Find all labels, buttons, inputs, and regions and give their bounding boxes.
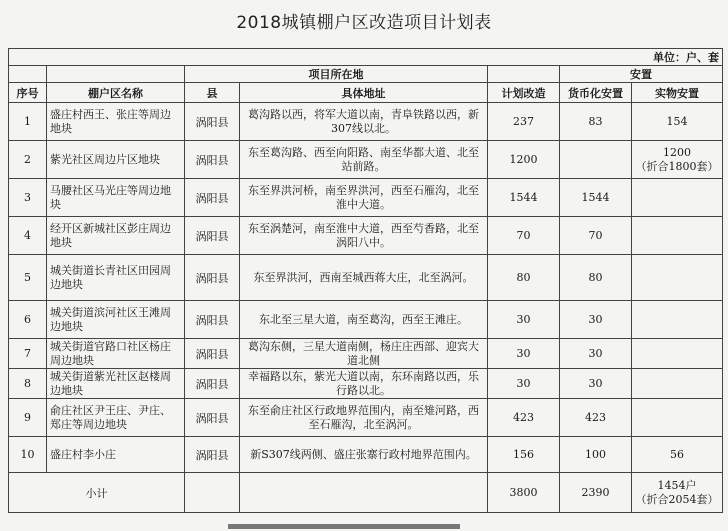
row-monetary: 80 xyxy=(560,255,632,301)
row-county: 涡阳县 xyxy=(185,103,240,141)
table-row xyxy=(9,255,723,301)
blank-cell xyxy=(488,66,560,83)
row-county: 涡阳县 xyxy=(185,399,240,437)
row-address: 东至界洪河，西南至城西蒋大庄，北至涡河。 xyxy=(240,255,488,301)
row-seq: 3 xyxy=(9,179,47,217)
row-address: 新S307线两侧、盛庄张寨行政村地界范围内。 xyxy=(240,437,488,473)
row-seq: 7 xyxy=(9,339,47,369)
blank-cell xyxy=(240,473,488,513)
row-area-name: 盛庄村李小庄 xyxy=(47,437,185,473)
row-address: 东至涡楚河，南至淮中大道，西至芍香路，北至涡阳八中。 xyxy=(240,217,488,255)
row-county: 涡阳县 xyxy=(185,141,240,179)
row-seq: 9 xyxy=(9,399,47,437)
row-area-name: 经开区新城社区彭庄周边地块 xyxy=(47,217,185,255)
table-row xyxy=(9,141,723,179)
area-name-header: 棚户区名称 xyxy=(47,83,185,103)
row-county: 涡阳县 xyxy=(185,369,240,399)
row-physical xyxy=(632,179,723,217)
monetary-header: 货币化安置 xyxy=(560,83,632,103)
row-address: 葛沟路以西，将军大道以南，青阜铁路以西，新307线以北。 xyxy=(240,103,488,141)
row-county: 涡阳县 xyxy=(185,437,240,473)
row-area-name: 城关街道长青社区田园周边地块 xyxy=(47,255,185,301)
row-physical: 56 xyxy=(632,437,723,473)
row-area-name: 紫光社区周边片区地块 xyxy=(47,141,185,179)
row-seq: 5 xyxy=(9,255,47,301)
blank-cell xyxy=(9,66,47,83)
row-county: 涡阳县 xyxy=(185,255,240,301)
row-address: 幸福路以东，紫光大道以南，东环南路以西，乐行路以北。 xyxy=(240,369,488,399)
row-address: 东北至三星大道，南至葛沟，西至王滩庄。 xyxy=(240,301,488,339)
row-plan: 30 xyxy=(488,339,560,369)
table-row xyxy=(9,437,723,473)
row-physical: 154 xyxy=(632,103,723,141)
location-group-header: 项目所在地 xyxy=(185,66,488,83)
project-plan-table xyxy=(8,48,723,513)
row-monetary: 83 xyxy=(560,103,632,141)
row-area-name: 俞庄社区尹王庄、尹庄、郑庄等周边地块 xyxy=(47,399,185,437)
row-plan: 156 xyxy=(488,437,560,473)
row-county: 涡阳县 xyxy=(185,217,240,255)
row-seq: 10 xyxy=(9,437,47,473)
row-address: 葛沟东侧，三星大道南侧，杨庄庄西部、迎宾大道北侧 xyxy=(240,339,488,369)
row-area-name: 城关街道官路口社区杨庄周边地块 xyxy=(47,339,185,369)
row-seq: 2 xyxy=(9,141,47,179)
table-row xyxy=(9,179,723,217)
table-row xyxy=(9,339,723,369)
blank-cell xyxy=(47,66,185,83)
row-county: 涡阳县 xyxy=(185,179,240,217)
row-area-name: 马腰社区马光庄等周边地块 xyxy=(47,179,185,217)
row-monetary: 30 xyxy=(560,339,632,369)
subtotal-physical: 1454户 （折合2054套） xyxy=(632,473,723,513)
subtotal-plan: 3800 xyxy=(488,473,560,513)
address-header: 具体地址 xyxy=(240,83,488,103)
row-monetary: 30 xyxy=(560,301,632,339)
row-physical: 1200 （折合1800套） xyxy=(632,141,723,179)
subtotal-monetary: 2390 xyxy=(560,473,632,513)
row-monetary: 30 xyxy=(560,369,632,399)
row-area-name: 城关街道紫光社区赵楼周边地块 xyxy=(47,369,185,399)
row-area-name: 城关街道滨河社区王滩周边地块 xyxy=(47,301,185,339)
subtotal-row xyxy=(9,473,723,513)
table-row xyxy=(9,217,723,255)
page-title: 2018城镇棚户区改造项目计划表 xyxy=(236,13,492,33)
row-monetary xyxy=(560,141,632,179)
resettlement-group-header: 安置 xyxy=(560,66,723,83)
table-row xyxy=(9,399,723,437)
county-header: 县 xyxy=(185,83,240,103)
row-address: 东至葛沟路、西至向阳路、南至华都大道、北至站前路。 xyxy=(240,141,488,179)
row-physical xyxy=(632,301,723,339)
row-monetary: 1544 xyxy=(560,179,632,217)
row-physical xyxy=(632,399,723,437)
row-plan: 1544 xyxy=(488,179,560,217)
table-row xyxy=(9,301,723,339)
row-plan: 1200 xyxy=(488,141,560,179)
seq-header: 序号 xyxy=(9,83,47,103)
subtotal-label: 小计 xyxy=(9,473,185,513)
plan-header: 计划改造 xyxy=(488,83,560,103)
row-monetary: 70 xyxy=(560,217,632,255)
row-seq: 8 xyxy=(9,369,47,399)
row-physical xyxy=(632,217,723,255)
row-plan: 237 xyxy=(488,103,560,141)
row-plan: 423 xyxy=(488,399,560,437)
row-physical xyxy=(632,255,723,301)
row-plan: 30 xyxy=(488,301,560,339)
unit-label: 单位：户、套 xyxy=(9,49,723,66)
row-plan: 80 xyxy=(488,255,560,301)
physical-header: 实物安置 xyxy=(632,83,723,103)
table-row xyxy=(9,103,723,141)
row-address: 东至界洪河桥，南至界洪河，西至石雁沟，北至淮中大道。 xyxy=(240,179,488,217)
row-seq: 6 xyxy=(9,301,47,339)
row-county: 涡阳县 xyxy=(185,301,240,339)
row-physical xyxy=(632,339,723,369)
row-seq: 4 xyxy=(9,217,47,255)
row-area-name: 盛庄村西王、张庄等周边地块 xyxy=(47,103,185,141)
row-address: 东至俞庄社区行政地界范围内，南至雉河路，西至石雁沟，北至涡河。 xyxy=(240,399,488,437)
row-monetary: 423 xyxy=(560,399,632,437)
row-plan: 30 xyxy=(488,369,560,399)
scroll-indicator xyxy=(228,524,460,529)
row-seq: 1 xyxy=(9,103,47,141)
row-plan: 70 xyxy=(488,217,560,255)
row-monetary: 100 xyxy=(560,437,632,473)
row-physical xyxy=(632,369,723,399)
row-county: 涡阳县 xyxy=(185,339,240,369)
blank-cell xyxy=(185,473,240,513)
table-row xyxy=(9,369,723,399)
